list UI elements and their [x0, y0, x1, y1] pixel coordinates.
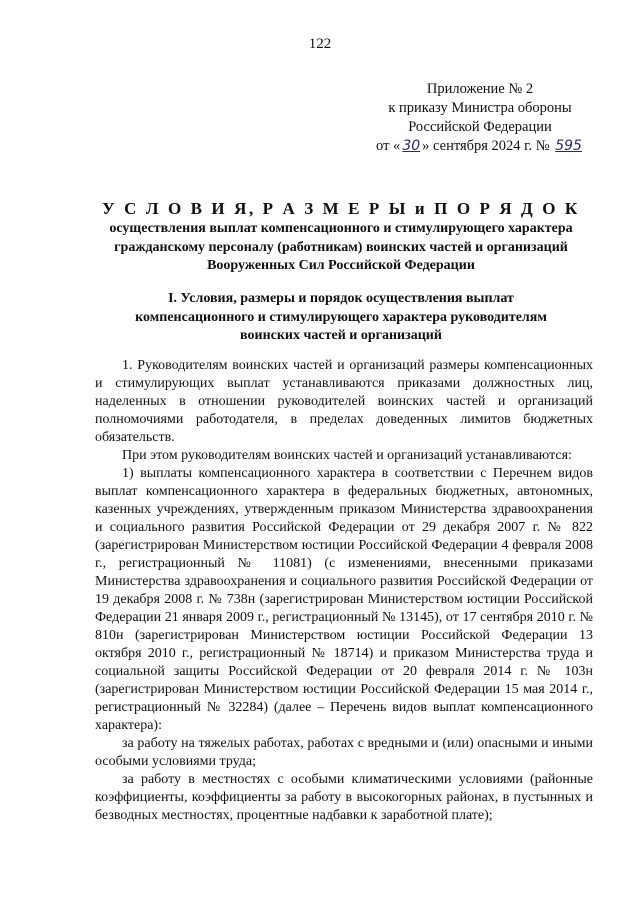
paragraph: за работу на тяжелых работах, работах с вредными и (или) опасными и иными особыми условиями труда; [95, 736, 593, 769]
date-prefix: от « [376, 138, 401, 154]
paragraph: При этом руководителям воинских частей и организаций устанавливаются: [122, 448, 572, 463]
appendix-order-ref: к приказу Министра обороны [388, 100, 572, 116]
title-main: У С Л О В И Я, Р А З М Е Р Ы и П О Р Я Д О К [102, 199, 580, 218]
document-title [80, 198, 602, 276]
appendix-date-line [360, 137, 600, 156]
paragraph: 1. Руководителям воинских частей и организаций размеры компенсационных и стимулирующих выплат устанавливаются приказами должностных лиц, наделенных в отношении руководителей воинских частей и организаций полномочиями работодателя, в пределах доведенных лимитов бюджетных обязательств. [95, 358, 593, 445]
appendix-header [360, 80, 600, 156]
handwritten-order-number: 595 [555, 138, 582, 154]
paragraph: за работу в местностях с особыми климатическими условиями (районные коэффициенты, коэффициенты за работу в высокогорных районах, в пустынных и безводных местностях, процентные надбавки к заработной плате); [95, 772, 593, 823]
title-subtitle [80, 220, 602, 276]
body-text [95, 357, 593, 825]
section-heading-line: воинских частей и организаций [240, 328, 442, 343]
page-number: 122 [308, 36, 332, 52]
appendix-country: Российской Федерации [408, 119, 552, 135]
paragraph: 1) выплаты компенсационного характера в соответствии с Перечнем видов выплат компенсационного характера в федеральных бюджетных, автономных, казенных учреждениях, утвержденным приказом Министерства здравоохранения и социального развития Российской Федерации от 29 декабря 2007 г. № 822 (зарегистрирован Министерством юстиции Российской Федерации 4 февраля 2008 г., регистрационный № 11081) (с изменениями, внесенными приказами Министерства здравоохранения и социального развития Российской Федерации от 19 декабря 2008 г. № 738н (зарегистрирован Министерством юстиции Российской Федерации 21 января 2009 г., регистрационный № 13145), от 17 сентября 2010 г. № 810н (зарегистрирован Министерством юстиции Российской Федерации 13 октября 2010 г., регистрационный № 18714) и приказом Министерства труда и социальной защиты Российской Федерации от 20 февраля 2014 г. № 103н (зарегистрирован Министерством юстиции Российской Федерации 15 мая 2014 г., регистрационный № 32284) (далее – Перечень видов выплат компенсационного характера): [95, 466, 593, 733]
section-heading [80, 290, 602, 346]
appendix-title: Приложение № 2 [426, 81, 534, 97]
title-sub-line: гражданскому персоналу (работникам) воинских частей и организаций [114, 239, 568, 255]
section-heading-line: компенсационного и стимулирующего характера руководителям [135, 309, 547, 325]
handwritten-day: 30 [402, 138, 421, 154]
date-suffix: » сентября 2024 г. № [422, 138, 550, 154]
section-heading-line: I. Условия, размеры и порядок осуществления выплат [168, 291, 514, 306]
title-sub-line: осуществления выплат компенсационного и стимулирующего характера [109, 221, 573, 236]
title-sub-line: Вооруженных Сил Российской Федерации [207, 258, 475, 273]
